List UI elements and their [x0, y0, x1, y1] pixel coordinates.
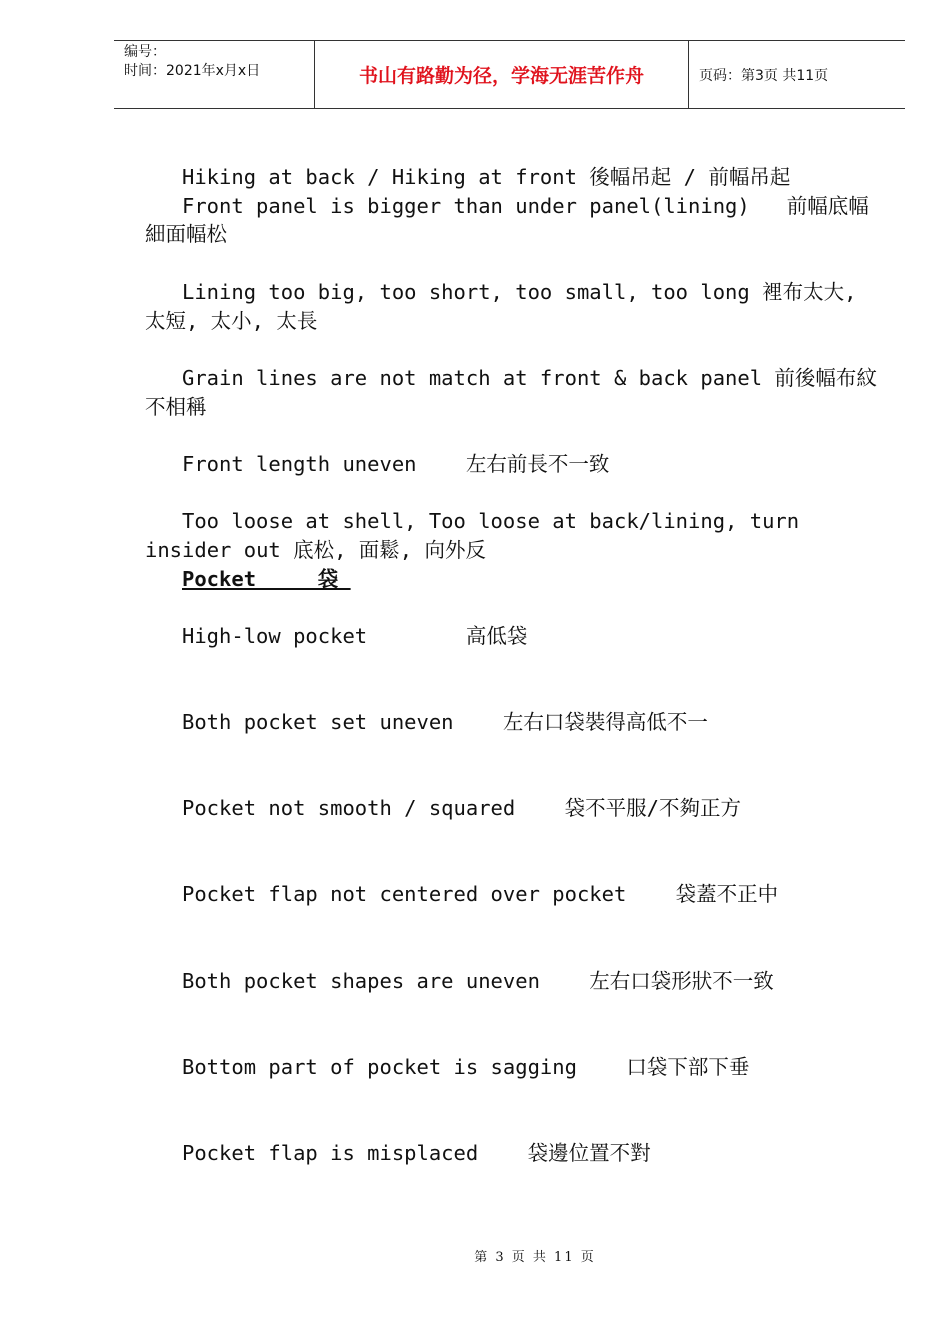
text-line: Hiking at back / Hiking at front 後幅吊起 / 前幅吊起 — [182, 165, 791, 189]
header-page-info: 页码：第3页 共11页 — [699, 67, 829, 84]
header-motto: 书山有路勤为径，学海无涯苦作舟 — [315, 41, 689, 108]
text-line: Front panel is bigger than under panel(lining) 前幅底幅細面幅松 — [145, 193, 869, 247]
document-header — [114, 40, 905, 109]
text-line: High-low pocket 高低袋 — [182, 624, 528, 649]
text-line: Pocket flap not centered over pocket 袋蓋不正中 — [182, 882, 779, 907]
text-line: Pocket flap is misplaced 袋邊位置不對 — [182, 1140, 651, 1165]
time-label: 时间：2021年x月x日 — [124, 63, 261, 79]
text-line: Both pocket shapes are uneven 左右口袋形狀不一致 — [182, 968, 774, 993]
text-line: Front length uneven 左右前長不一致 — [182, 451, 610, 476]
text-line: Both pocket set uneven 左右口袋裝得高低不一 — [182, 710, 708, 735]
text-line: Lining too big, too short, too small, too long 裡布太大, 太短, 太小, 太長 — [145, 279, 869, 333]
page-footer: 第 3 页 共 11 页 — [474, 1250, 596, 1265]
text-line: Bottom part of pocket is sagging 口袋下部下垂 — [182, 1054, 750, 1079]
text-line: Pocket not smooth / squared 袋不平服/不夠正方 — [182, 796, 741, 821]
header-meta — [114, 41, 315, 108]
document-body — [145, 163, 880, 1167]
number-label: 编号： — [124, 44, 166, 60]
text-line: Too loose at shell, Too loose at back/lining, turn insider out 底松, 面鬆, 向外反 — [145, 509, 812, 563]
section-title: Pocket 袋 — [182, 566, 351, 591]
section-heading-pocket — [145, 565, 880, 594]
text-line: Grain lines are not match at front & back panel 前後幅布紋不相稱 — [145, 365, 877, 419]
